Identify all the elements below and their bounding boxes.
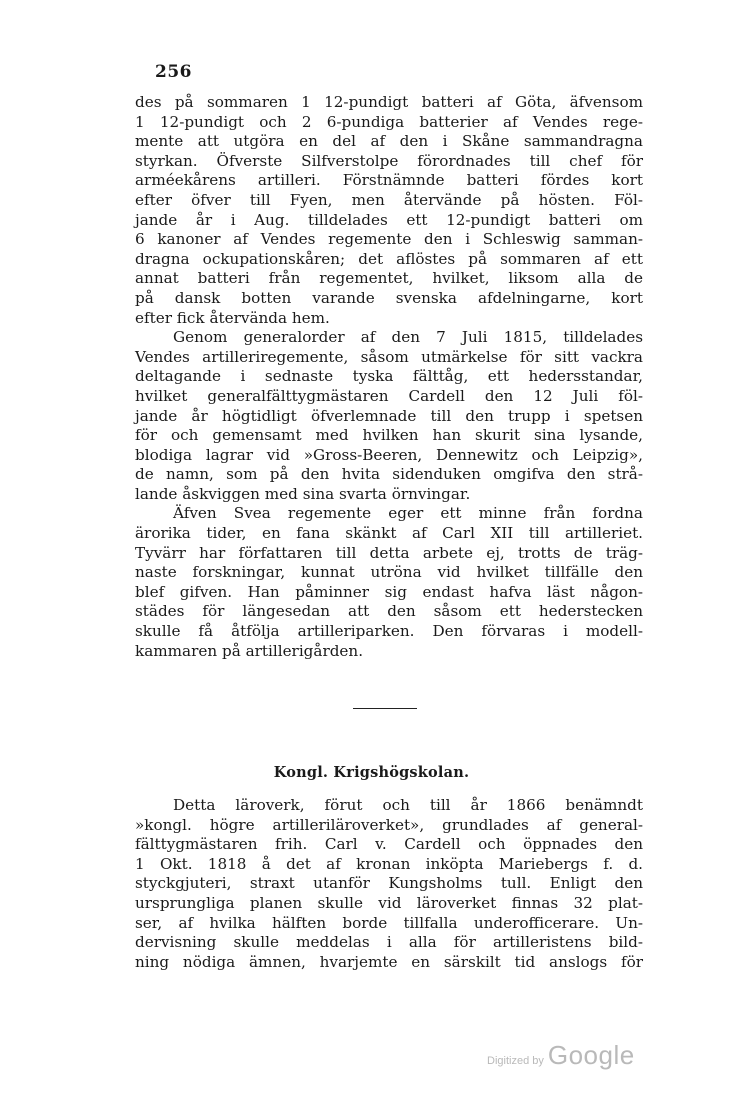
text-line: »kongl. högre artilleriläroverket», grundlades af general- xyxy=(135,815,643,834)
text-line: skulle få åtfölja artilleriparken. Den förvaras i modell- xyxy=(135,622,643,641)
text-line: 1 12-pundigt och 2 6-pundiga batterier af Vendes rege- xyxy=(135,112,643,131)
section-heading: Kongl. Krigshögskolan. xyxy=(273,764,470,781)
watermark-prefix: Digitized by xyxy=(487,1055,544,1067)
body-text-artillery-history xyxy=(135,93,643,661)
text-line: Tyvärr har författaren till detta arbete ej, trotts de träg- xyxy=(135,543,643,562)
text-line: naste forskningar, kunnat utröna vid hvilket tillfälle den xyxy=(135,563,643,582)
text-line: dragna ockupationskåren; det aflöstes på sommaren af ett xyxy=(135,249,643,268)
text-line: efter fick återvända hem. xyxy=(135,308,330,327)
text-line: jande år högtidligt öfverlemnade till den trupp i spetsen xyxy=(135,406,643,425)
text-line: 1 Okt. 1818 å det af kronan inköpta Mariebergs f. d. xyxy=(135,854,643,873)
text-line: deltagande i sednaste tyska fälttåg, ett hedersstandar, xyxy=(135,367,643,386)
text-line: des på sommaren 1 12-pundigt batteri af Göta, äfvensom xyxy=(135,93,643,111)
text-line: kammaren på artillerigården. xyxy=(135,641,364,660)
text-line: styckgjuteri, straxt utanför Kungsholms tull. Enligt den xyxy=(135,874,643,893)
text-line: ursprungliga planen skulle vid läroverket finnas 32 plat- xyxy=(135,893,643,912)
text-line: hvilket generalfälttygmästaren Cardell den 12 Juli föl- xyxy=(135,386,643,405)
text-line: de namn, som på den hvita sidenduken omgifva den strå- xyxy=(135,465,643,484)
text-line: ärorika tider, en fana skänkt af Carl XII till artilleriet. xyxy=(135,524,643,543)
text-line: Detta läroverk, förut och till år 1866 benämndt xyxy=(173,796,643,814)
text-line: dervisning skulle meddelas i alla för artilleristens bild- xyxy=(135,933,643,952)
text-line: jande år i Aug. tilldelades ett 12-pundigt batteri om xyxy=(135,210,643,229)
text-line: blodiga lagrar vid »Gross-Beeren, Dennewitz och Leipzig», xyxy=(135,445,643,464)
text-line: blef gifven. Han påminner sig endast hafva läst någon- xyxy=(135,582,643,601)
watermark-brand: Google xyxy=(547,1040,635,1070)
body-text-krigshogskolan xyxy=(135,796,643,972)
text-line: 6 kanoner af Vendes regemente den i Schleswig samman- xyxy=(135,230,643,249)
digitized-by-google-watermark xyxy=(487,1040,635,1071)
text-line: annat batteri från regementet, hvilket, liksom alla de xyxy=(135,269,643,288)
page-number: 256 xyxy=(155,62,192,82)
section-divider xyxy=(353,708,417,709)
text-line: fälttygmästaren frih. Carl v. Cardell och öppnades den xyxy=(135,835,643,854)
text-line: mente att utgöra en del af den i Skåne sammandragna xyxy=(135,132,643,151)
text-line: arméekårens artilleri. Förstnämnde batteri fördes kort xyxy=(135,171,643,190)
text-line: Vendes artilleriregemente, såsom utmärkelse för sitt vackra xyxy=(135,347,643,366)
text-line: ning nödiga ämnen, hvarjemte en särskilt tid anslogs för xyxy=(135,952,643,971)
text-line: ser, af hvilka hälften borde tillfalla underofficerare. Un- xyxy=(135,913,643,932)
text-line: Genom generalorder af den 7 Juli 1815, tilldelades xyxy=(173,328,643,347)
text-line: Äfven Svea regemente eger ett minne från fordna xyxy=(173,504,643,523)
text-line: styrkan. Öfverste Silfverstolpe förordnades till chef för xyxy=(135,151,643,170)
text-line: lande åskviggen med sina svarta örnvingar. xyxy=(135,484,471,503)
text-line: städes för längesedan att den såsom ett hederstecken xyxy=(135,602,643,621)
text-line: efter öfver till Fyen, men återvände på hösten. Föl- xyxy=(135,190,643,209)
text-line: på dansk botten varande svenska afdelningarne, kort xyxy=(135,288,643,307)
text-line: för och gemensamt med hvilken han skurit sina lysande, xyxy=(135,426,643,445)
